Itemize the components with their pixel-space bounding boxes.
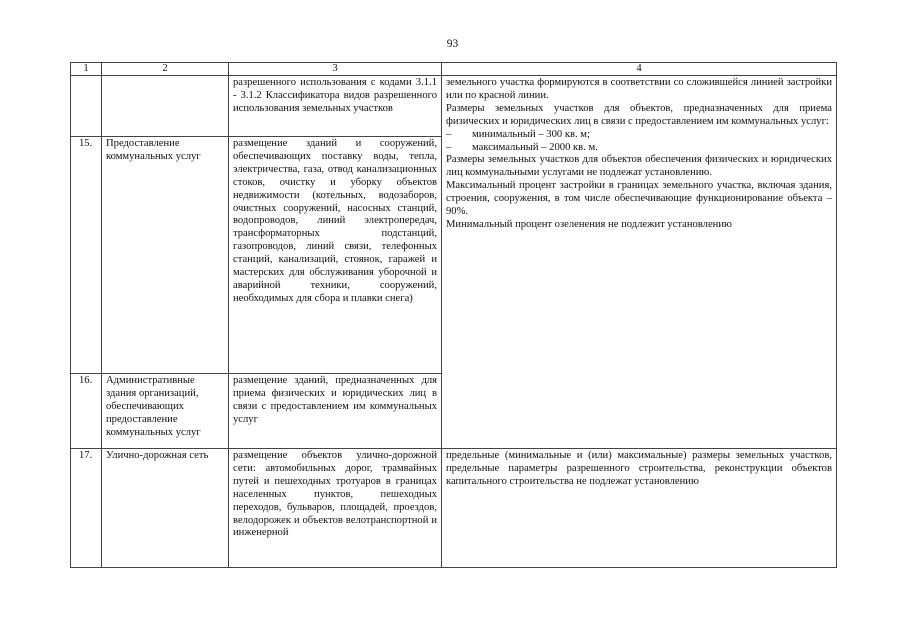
table-row-continuation [71, 76, 837, 137]
dash-bullet: – [446, 128, 452, 140]
parameters-paragraph-4: Максимальный процент застройки в границах земельного участка, включая здания, строения, сооружения, в том числе обеспечивающие функционирование объекта – 90%. [446, 180, 832, 218]
parameters-paragraph-1: земельного участка формируются в соответствии со сложившейся линией застройки или по красной линии. [446, 77, 832, 101]
use-name-cell: Улично-дорожная сеть [102, 449, 229, 568]
row-number-cell: 15. [71, 137, 102, 374]
land-use-table [70, 62, 837, 568]
header-cell-4: 4 [442, 63, 837, 76]
use-name-cell: Предоставление коммунальных услуг [102, 137, 229, 374]
list-item [446, 129, 832, 142]
parameters-paragraph-5: Минимальный процент озеленения не подлежит установлению [446, 218, 732, 230]
table-row-17 [71, 449, 837, 568]
parameters-cell [442, 76, 837, 449]
page-number: 93 [446, 38, 459, 50]
use-description-cell: размещение объектов улично-дорожной сети: автомобильных дорог, трамвайных путей и пешеходных тротуаров в границах населенных пунктов, пешеходных переходов, бульваров, площадей, проездов, велодорожек и объектов велотранспортной и инженерной [229, 449, 442, 568]
parameters-paragraph-3: Размеры земельных участков для объектов обеспечения физических и юридических лиц коммунальными услугами не подлежат установлению. [446, 154, 832, 179]
table-header-row [71, 63, 837, 76]
list-item-text: максимальный – 2000 кв. м. [472, 141, 598, 153]
header-cell-2: 2 [102, 63, 229, 76]
use-name-cell: Административные здания организаций, обеспечивающих предоставление коммунальных услуг [102, 374, 229, 449]
row-number-cell [71, 76, 102, 137]
dash-bullet: – [446, 141, 452, 153]
row-number-cell: 16. [71, 374, 102, 449]
parameters-paragraph-2: Размеры земельных участков для объектов, предназначенных для приема физических и юридических лиц в связи с предоставлением им коммунальных услуг: [446, 102, 832, 127]
header-cell-1: 1 [71, 63, 102, 76]
use-name-cell [102, 76, 229, 137]
use-description-cell: размещение зданий и сооружений, обеспечивающих поставку воды, тепла, электричества, газа, отвод канализационных стоков, очистку и уборку объектов недвижимости (котельных, водозаборов, очистных сооружений, насосных станций, водопроводов, линий электропередач, трансформаторных подстанций, газопроводов, линий связи, телефонных станций, канализаций, стоянок, гаражей и мастерских для обслуживания уборочной и аварийной техники, сооружений, необходимых для сбора и плавки снега) [229, 137, 442, 374]
header-cell-3: 3 [229, 63, 442, 76]
parameters-cell: предельные (минимальные и (или) максимальные) размеры земельных участков, предельные параметры разрешенного строительства, реконструкции объектов капитального строительства не подлежат установлению [442, 449, 837, 568]
use-description-cell: размещение зданий, предназначенных для приема физических и юридических лиц в связи с предоставлением им коммунальных услуг [229, 374, 442, 449]
list-item [446, 142, 832, 155]
row-number-cell: 17. [71, 449, 102, 568]
list-item-text: минимальный – 300 кв. м; [472, 128, 590, 140]
use-description-cell: разрешенного использования с кодами 3.1.1 - 3.1.2 Классификатора видов разрешенного использования земельных участков [229, 76, 442, 137]
